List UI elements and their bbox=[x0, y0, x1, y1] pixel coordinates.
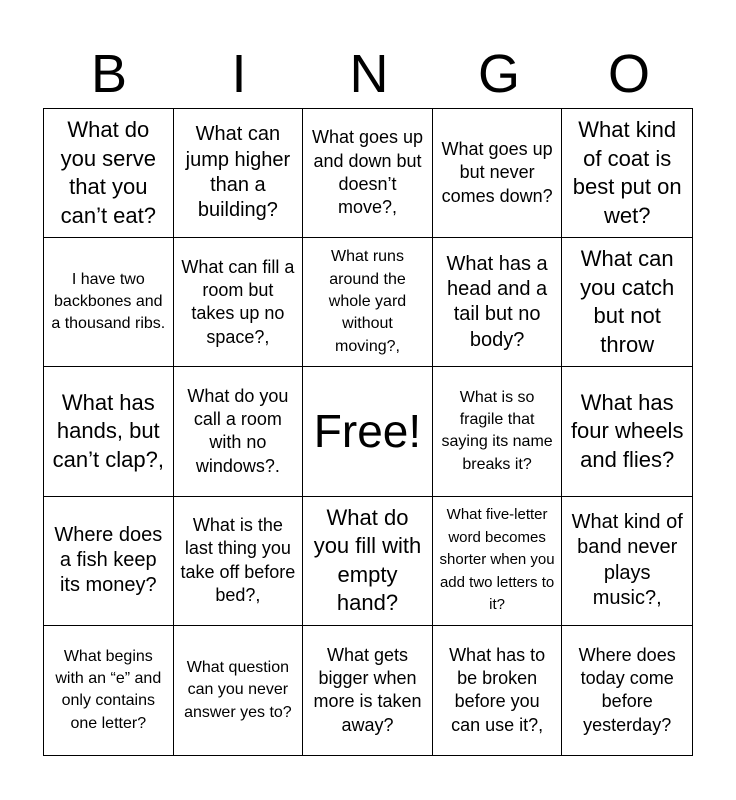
bingo-cell[interactable] bbox=[433, 497, 563, 626]
header-letter-n: N bbox=[349, 44, 389, 104]
bingo-cell[interactable] bbox=[174, 238, 304, 367]
free-space-cell[interactable] bbox=[303, 367, 433, 496]
cell-text: I have two backbones and a thousand ribs. bbox=[51, 270, 166, 333]
bingo-board bbox=[43, 108, 693, 756]
cell-text: What has a head and a tail but no body? bbox=[446, 252, 548, 351]
bingo-cell[interactable] bbox=[433, 238, 563, 367]
bingo-cell[interactable] bbox=[433, 367, 563, 496]
cell-text: What can fill a room but takes up no space?, bbox=[181, 256, 295, 347]
bingo-cell[interactable] bbox=[562, 238, 692, 367]
bingo-cell[interactable] bbox=[303, 626, 433, 755]
bingo-cell[interactable] bbox=[174, 367, 304, 496]
bingo-cell[interactable] bbox=[433, 626, 563, 755]
cell-text: What is so fragile that saying its name breaks it? bbox=[441, 388, 553, 473]
bingo-cell[interactable] bbox=[174, 626, 304, 755]
bingo-cell[interactable] bbox=[174, 497, 304, 626]
cell-text: What five-letter word becomes shorter when you add two letters to it? bbox=[439, 506, 555, 614]
cell-text: What can you catch but not throw bbox=[580, 246, 675, 357]
header-letter-g: G bbox=[477, 44, 520, 104]
bingo-cell[interactable] bbox=[174, 109, 304, 238]
cell-text: What goes up but never comes down? bbox=[441, 139, 553, 206]
bingo-cell[interactable] bbox=[303, 238, 433, 367]
bingo-cell[interactable] bbox=[303, 497, 433, 626]
bingo-cell[interactable] bbox=[44, 626, 174, 755]
cell-text: What has to be broken before you can use it?, bbox=[449, 644, 546, 735]
header-letter-b: B bbox=[90, 44, 128, 104]
header-letter-o: O bbox=[607, 44, 650, 104]
bingo-header bbox=[44, 40, 694, 108]
cell-text: What do you call a room with no windows?. bbox=[187, 385, 289, 476]
bingo-cell[interactable] bbox=[562, 497, 692, 626]
cell-text: What kind of coat is best put on wet? bbox=[572, 116, 682, 228]
bingo-cell[interactable] bbox=[44, 238, 174, 367]
cell-text: What runs around the whole yard without moving?, bbox=[328, 248, 407, 355]
cell-text: Where does a fish keep its money? bbox=[54, 523, 163, 597]
cell-text: What can jump higher than a building? bbox=[185, 123, 291, 222]
cell-text: What has hands, but can’t clap?, bbox=[52, 389, 164, 472]
cell-text: What gets bigger when more is taken away? bbox=[313, 644, 422, 735]
cell-text: What question can you never answer yes to? bbox=[184, 658, 292, 721]
bingo-cell[interactable] bbox=[562, 109, 692, 238]
bingo-cell[interactable] bbox=[562, 367, 692, 496]
bingo-cell[interactable] bbox=[44, 497, 174, 626]
cell-text: What goes up and down but doesn’t move?, bbox=[311, 127, 424, 218]
bingo-cell[interactable] bbox=[433, 109, 563, 238]
free-space-text: Free! bbox=[313, 405, 422, 458]
cell-text: What begins with an “e” and only contains one letter? bbox=[55, 647, 162, 732]
bingo-cell[interactable] bbox=[562, 626, 692, 755]
cell-text: Where does today come before yesterday? bbox=[578, 644, 676, 735]
cell-text: What is the last thing you take off before bed?, bbox=[180, 514, 296, 606]
bingo-cell[interactable] bbox=[44, 109, 174, 238]
cell-text: What do you fill with empty hand? bbox=[313, 504, 422, 616]
bingo-cell[interactable] bbox=[44, 367, 174, 496]
header-letter-i: I bbox=[231, 44, 247, 104]
cell-text: What do you serve that you can’t eat? bbox=[60, 116, 156, 228]
bingo-cell[interactable] bbox=[303, 109, 433, 238]
cell-text: What has four wheels and flies? bbox=[570, 389, 684, 472]
cell-text: What kind of band never plays music?, bbox=[571, 510, 683, 610]
